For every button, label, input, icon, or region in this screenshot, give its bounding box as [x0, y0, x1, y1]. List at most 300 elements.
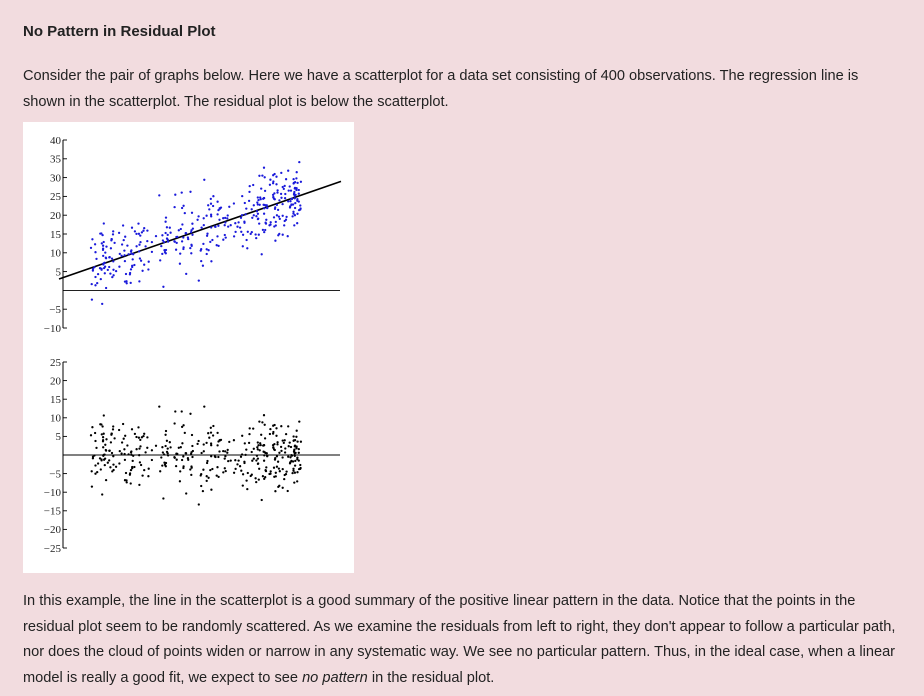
residual-point [280, 446, 282, 448]
scatter-point [261, 253, 263, 255]
residual-point [180, 446, 182, 448]
residual-point [123, 438, 125, 440]
residual-point [287, 456, 289, 458]
residual-point [182, 455, 184, 457]
residual-point [160, 456, 162, 458]
residual-point [124, 435, 126, 437]
scatter-point [234, 231, 236, 233]
residual-point [224, 467, 226, 469]
residual-point [175, 453, 177, 455]
residual-point [278, 467, 280, 469]
residual-point [130, 469, 132, 471]
scatter-point [127, 253, 129, 255]
residual-point [284, 451, 286, 453]
residual-point [224, 457, 226, 459]
residual-point [105, 449, 107, 451]
scatter-point [111, 238, 113, 240]
residual-point [237, 459, 239, 461]
scatter-point [292, 182, 294, 184]
residual-point [248, 433, 250, 435]
scatter-point [264, 229, 266, 231]
residual-points [90, 405, 302, 505]
residual-point [166, 451, 168, 453]
scatter-point [289, 185, 291, 187]
scatter-point [104, 251, 106, 253]
scatter-point [253, 204, 255, 206]
residual-point [131, 428, 133, 430]
scatter-point [254, 233, 256, 235]
residual-point [216, 474, 218, 476]
scatter-point [112, 260, 114, 262]
scatter-point [144, 245, 146, 247]
scatter-point [216, 244, 218, 246]
residual-point [218, 450, 220, 452]
residual-point [138, 454, 140, 456]
residual-point [260, 434, 262, 436]
scatter-point [197, 215, 199, 217]
residual-point [138, 437, 140, 439]
scatter-point [181, 223, 183, 225]
scatter-point [287, 200, 289, 202]
residual-point [151, 459, 153, 461]
residual-point [189, 468, 191, 470]
residual-point [104, 444, 106, 446]
residual-point [139, 461, 141, 463]
scatter-point [151, 241, 153, 243]
residual-point [137, 426, 139, 428]
residual-point [230, 459, 232, 461]
scatter-point [263, 197, 265, 199]
residual-point [91, 426, 93, 428]
scatter-point [298, 200, 300, 202]
scatter-point [124, 260, 126, 262]
scatter-point [179, 263, 181, 265]
residual-point [101, 425, 103, 427]
residual-point [90, 434, 92, 436]
scatter-point [264, 190, 266, 192]
residual-point [164, 434, 166, 436]
residual-point [278, 452, 280, 454]
scatter-point [122, 224, 124, 226]
scatter-point [94, 243, 96, 245]
scatter-point [296, 213, 298, 215]
residual-point [294, 464, 296, 466]
graph-pair [23, 122, 354, 573]
residual-point [123, 448, 125, 450]
scatter-point [218, 219, 220, 221]
scatter-point [200, 248, 202, 250]
residual-point [144, 451, 146, 453]
residual-point [283, 442, 285, 444]
scatter-point [158, 194, 160, 196]
residual-point [127, 453, 129, 455]
residual-point [185, 452, 187, 454]
scatter-point [167, 240, 169, 242]
residual-point [288, 445, 290, 447]
residual-point [298, 420, 300, 422]
residual-point [147, 475, 149, 477]
scatter-point [138, 244, 140, 246]
scatter-y-tick-label: 20 [50, 210, 61, 222]
residual-point [265, 466, 267, 468]
residual-point [258, 468, 260, 470]
residual-point [214, 455, 216, 457]
scatter-point [108, 266, 110, 268]
residual-point [239, 465, 241, 467]
scatter-point [282, 234, 284, 236]
residual-point [275, 472, 277, 474]
residual-point [272, 431, 274, 433]
scatter-point [279, 218, 281, 220]
residual-point [123, 453, 125, 455]
residual-point [100, 459, 102, 461]
scatter-point [294, 195, 296, 197]
scatter-point [181, 207, 183, 209]
residual-point [262, 451, 264, 453]
scatter-point [255, 215, 257, 217]
scatter-point [264, 176, 266, 178]
residual-point [252, 427, 254, 429]
scatter-point [180, 228, 182, 230]
scatter-point [200, 260, 202, 262]
residual-point [290, 454, 292, 456]
residual-point [300, 441, 302, 443]
residual-point [273, 443, 275, 445]
scatter-point [222, 239, 224, 241]
residual-point [256, 446, 258, 448]
residual-point [184, 432, 186, 434]
scatter-point [249, 185, 251, 187]
residual-point [294, 455, 296, 457]
scatter-point [140, 260, 142, 262]
residual-point [253, 448, 255, 450]
residual-point [181, 442, 183, 444]
scatter-point [224, 217, 226, 219]
residual-point [112, 455, 114, 457]
residual-point [118, 429, 120, 431]
residual-point [210, 455, 212, 457]
scatter-point [275, 224, 277, 226]
residual-point [113, 437, 115, 439]
scatter-point [246, 247, 248, 249]
scatter-point [282, 215, 284, 217]
scatter-point [130, 282, 132, 284]
residual-point [260, 444, 262, 446]
scatter-point [206, 253, 208, 255]
residual-point [103, 459, 105, 461]
scatter-point [93, 266, 95, 268]
scatter-point [295, 177, 297, 179]
residual-point [155, 445, 157, 447]
scatter-point [92, 268, 94, 270]
conclusion-emphasis: no pattern [302, 669, 368, 686]
scatter-point [266, 207, 268, 209]
scatter-point [141, 231, 143, 233]
residual-point [138, 484, 140, 486]
scatter-point [181, 191, 183, 193]
scatter-point [94, 284, 96, 286]
scatter-point [296, 171, 298, 173]
scatter-point [178, 229, 180, 231]
scatter-point [112, 274, 114, 276]
residual-point [198, 503, 200, 505]
residual-point [293, 481, 295, 483]
residual-y-tick-label: −10 [43, 487, 61, 499]
residual-point [161, 446, 163, 448]
residual-point [131, 466, 133, 468]
scatter-point [126, 282, 128, 284]
scatter-point [105, 257, 107, 259]
scatter-point [282, 186, 284, 188]
scatter-point [274, 240, 276, 242]
scatter-point [285, 216, 287, 218]
scatter-point [258, 222, 260, 224]
residual-point [135, 448, 137, 450]
residual-point [101, 493, 103, 495]
scatter-point [164, 232, 166, 234]
scatter-point [131, 265, 133, 267]
scatter-point [236, 226, 238, 228]
residual-point [289, 441, 291, 443]
residual-point [96, 471, 98, 473]
scatter-point [100, 232, 102, 234]
scatter-point [263, 213, 265, 215]
scatter-point [284, 185, 286, 187]
residual-point [264, 476, 266, 478]
scatter-point [273, 216, 275, 218]
residual-point [203, 450, 205, 452]
scatter-point [293, 191, 295, 193]
scatter-point [263, 207, 265, 209]
scatter-point [210, 260, 212, 262]
scatter-point [133, 264, 135, 266]
residual-point [146, 447, 148, 449]
residual-point [143, 433, 145, 435]
residual-point [227, 449, 229, 451]
residual-point [203, 443, 205, 445]
residual-point [102, 440, 104, 442]
scatter-point [100, 269, 102, 271]
residual-point [209, 469, 211, 471]
scatter-point [210, 198, 212, 200]
residual-point [263, 460, 265, 462]
residual-point [290, 446, 292, 448]
residual-point [256, 455, 258, 457]
scatter-point [262, 204, 264, 206]
scatter-point [296, 222, 298, 224]
residual-point [274, 457, 276, 459]
scatter-point [203, 179, 205, 181]
residual-point [167, 447, 169, 449]
scatter-point [118, 266, 120, 268]
residual-point [233, 472, 235, 474]
residual-point [275, 427, 277, 429]
scatter-point [191, 212, 193, 214]
residual-point [126, 444, 128, 446]
scatter-point [190, 252, 192, 254]
scatter-point [189, 247, 191, 249]
scatter-point [263, 167, 265, 169]
scatter-point [280, 193, 282, 195]
scatter-point [94, 276, 96, 278]
scatter-y-tick-label: −10 [43, 322, 61, 335]
residual-point [210, 427, 212, 429]
scatter-point [184, 212, 186, 214]
scatter-point [164, 221, 166, 223]
residual-point [216, 466, 218, 468]
residual-point [197, 440, 199, 442]
residual-point [191, 456, 193, 458]
residual-point [222, 450, 224, 452]
residual-point [298, 452, 300, 454]
residual-y-tick-label: 5 [55, 431, 61, 444]
scatter-point [108, 256, 110, 258]
residual-point [159, 470, 161, 472]
scatter-point [173, 240, 175, 242]
scatter-point [124, 280, 126, 282]
residual-point [139, 445, 141, 447]
scatter-point [240, 231, 242, 233]
residual-point [273, 424, 275, 426]
residual-point [236, 463, 238, 465]
scatter-point [273, 192, 275, 194]
residual-point [124, 479, 126, 481]
scatter-point [295, 187, 297, 189]
scatter-point [187, 236, 189, 238]
residual-point [287, 425, 289, 427]
residual-point [294, 460, 296, 462]
scatter-point [258, 234, 260, 236]
scatter-point [247, 231, 249, 233]
residual-point [251, 460, 253, 462]
residual-point [112, 425, 114, 427]
scatter-point [103, 262, 105, 264]
residual-point [103, 414, 105, 416]
scatter-point [200, 226, 202, 228]
residual-point [133, 466, 135, 468]
scatter-point [233, 235, 235, 237]
scatter-point [248, 191, 250, 193]
residual-point [162, 497, 164, 499]
scatter-point [132, 253, 134, 255]
conclusion-paragraph [23, 589, 908, 691]
scatter-point [175, 236, 177, 238]
residual-point [190, 465, 192, 467]
scatter-point [90, 247, 92, 249]
intro-paragraph: Consider the pair of graphs below. Here we have a scatterplot for a data set consisting of 400 observations. The regression line is shown in the scatterplot. The residual plot is below the scatterplot. [23, 68, 859, 110]
scatter-point [230, 224, 232, 226]
scatter-point [130, 250, 132, 252]
scatter-point [269, 184, 271, 186]
residual-point [273, 467, 275, 469]
residual-point [264, 452, 266, 454]
residual-point [294, 472, 296, 474]
scatter-point [113, 242, 115, 244]
scatter-point [126, 244, 128, 246]
scatter-point [208, 208, 210, 210]
residual-point [135, 436, 137, 438]
residual-point [240, 456, 242, 458]
residual-y-tick-label: −5 [49, 468, 61, 481]
scatter-point [104, 272, 106, 274]
residual-point [108, 450, 110, 452]
scatter-point [111, 257, 113, 259]
residual-point [263, 414, 265, 416]
scatter-point [285, 178, 287, 180]
residual-point [258, 478, 260, 480]
scatter-point [101, 303, 103, 305]
residual-point [269, 433, 271, 435]
scatter-point [138, 233, 140, 235]
scatter-point [123, 254, 125, 256]
residual-point [191, 434, 193, 436]
residual-y-tick-label: 20 [50, 375, 61, 388]
scatter-point [245, 239, 247, 241]
residual-point [107, 462, 109, 464]
scatter-point [203, 224, 205, 226]
scatter-point [240, 217, 242, 219]
scatter-point [203, 217, 205, 219]
scatter-point [276, 214, 278, 216]
residual-point [273, 448, 275, 450]
scatter-y-tick-label: 15 [50, 228, 61, 241]
residual-point [210, 431, 212, 433]
residual-point [207, 432, 209, 434]
scatter-point [131, 227, 133, 229]
scatter-point [250, 233, 252, 235]
scatter-point [102, 255, 104, 257]
scatter-point [293, 224, 295, 226]
scatter-point [101, 242, 103, 244]
scatter-point [191, 234, 193, 236]
residual-point [277, 461, 279, 463]
residual-y-tick-label: −20 [43, 524, 61, 537]
residual-point [284, 447, 286, 449]
residual-point [222, 471, 224, 473]
residual-point [167, 454, 169, 456]
scatter-point [198, 279, 200, 281]
scatter-point [148, 261, 150, 263]
scatter-point [298, 161, 300, 163]
residual-point [200, 485, 202, 487]
residual-point [281, 456, 283, 458]
residual-point [151, 449, 153, 451]
scatter-point [294, 207, 296, 209]
residual-point [257, 462, 259, 464]
scatter-point [143, 227, 145, 229]
scatter-point [233, 202, 235, 204]
residual-point [100, 423, 102, 425]
scatter-point [224, 224, 226, 226]
residual-point [250, 475, 252, 477]
scatter-point [139, 241, 141, 243]
residual-point [262, 475, 264, 477]
scatter-point [202, 243, 204, 245]
residual-point [91, 485, 93, 487]
residual-point [282, 468, 284, 470]
residual-point [164, 445, 166, 447]
scatter-point [162, 286, 164, 288]
scatter-point [214, 225, 216, 227]
residual-point [102, 436, 104, 438]
residual-point [103, 454, 105, 456]
scatter-point [159, 259, 161, 261]
residual-point [94, 440, 96, 442]
graph-figure [23, 122, 354, 573]
scatter-point [265, 219, 267, 221]
residual-point [240, 470, 242, 472]
residual-point [266, 455, 268, 457]
